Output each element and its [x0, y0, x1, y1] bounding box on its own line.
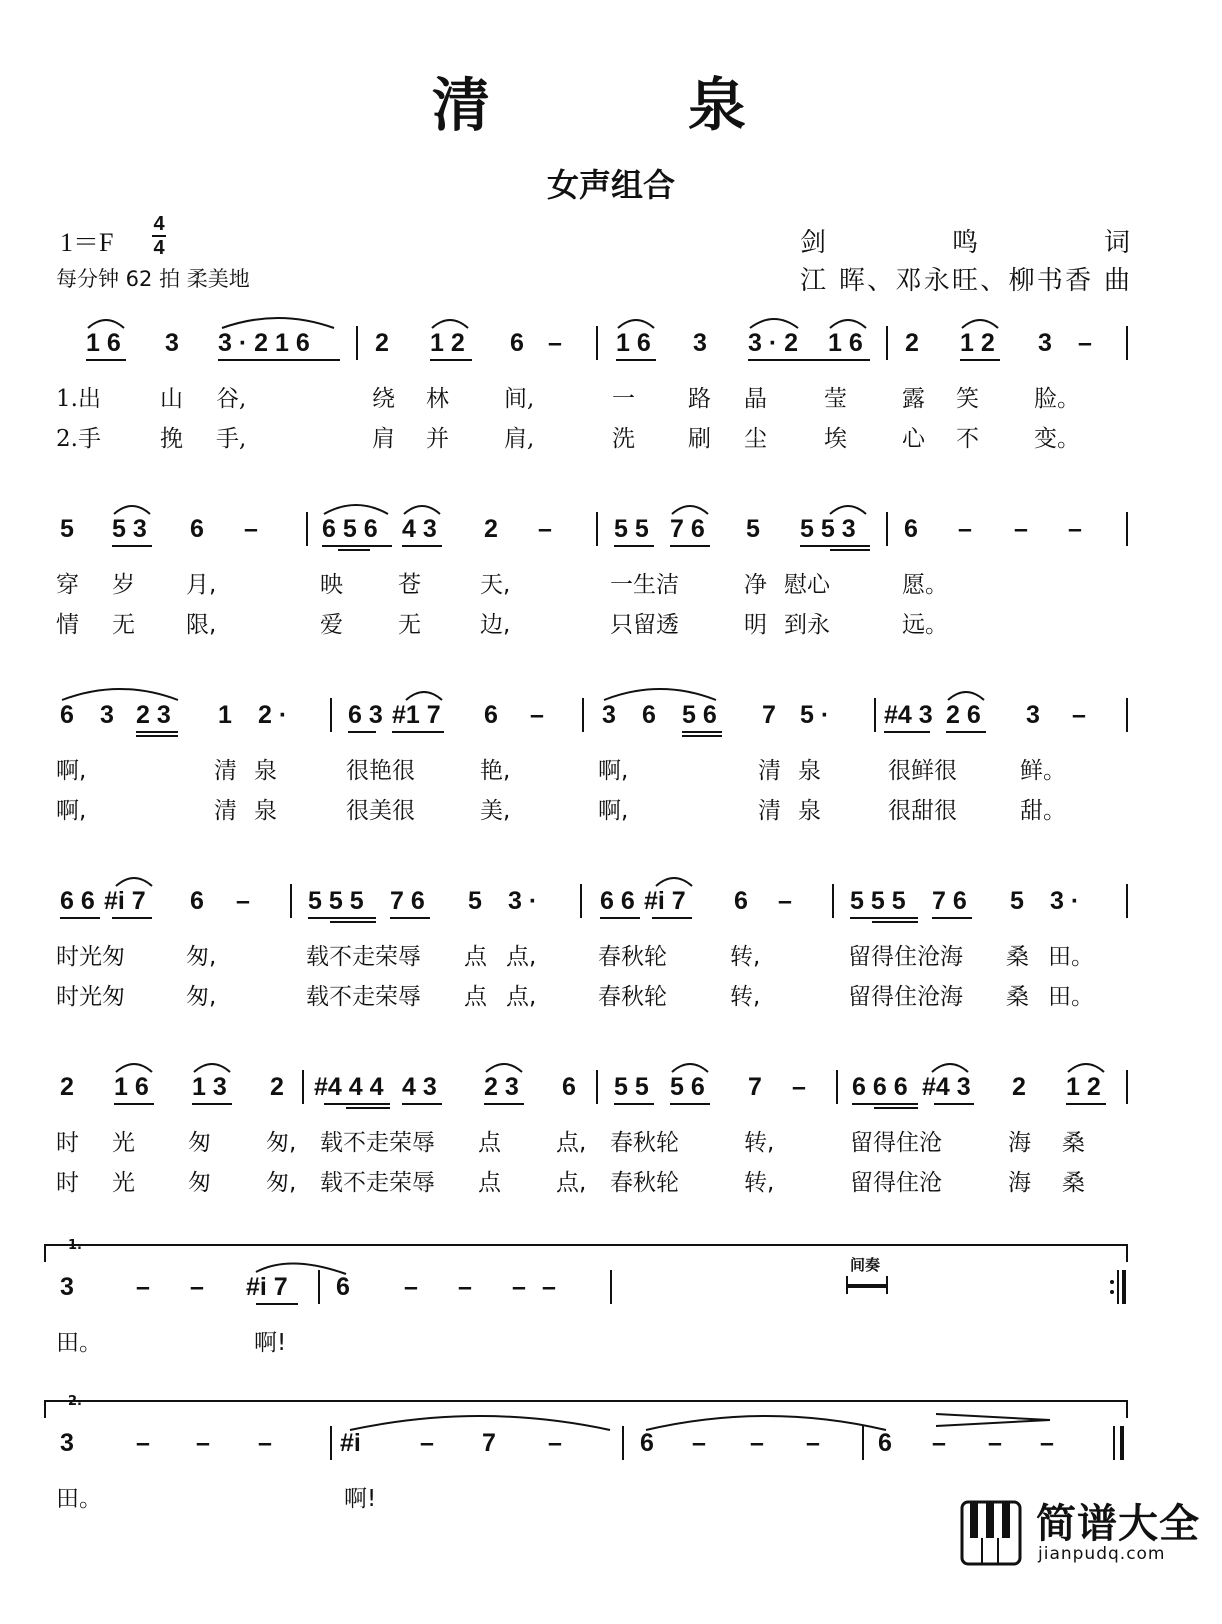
- lyric: 啊,: [56, 758, 87, 784]
- notes-row: [0, 514, 1222, 566]
- lyric: 绕: [372, 386, 395, 412]
- lyric: 啊!: [254, 1330, 287, 1356]
- lyric-verse-1: [0, 752, 1222, 786]
- lyric: 春秋轮: [610, 1130, 679, 1156]
- lyric-verse-1: [0, 566, 1222, 600]
- note: 6 5 6: [322, 515, 378, 543]
- lyric: 一生洁: [610, 572, 679, 598]
- notes-row: [0, 328, 1222, 380]
- lyric: 苍: [398, 572, 421, 598]
- lyricist-credit: 剑 鸣 词: [800, 228, 1130, 258]
- interlude-label: 间奏: [850, 1256, 881, 1274]
- lyric-verse-1: [0, 938, 1222, 972]
- lyric: 田。: [56, 1486, 102, 1512]
- note: 6: [734, 887, 748, 915]
- lyric: 点: [478, 1130, 501, 1156]
- lyric: 愿。: [902, 572, 948, 598]
- lyric: 转,: [744, 1130, 775, 1156]
- lyric: 留得住沧: [850, 1130, 942, 1156]
- composer-credit: 江 晖、邓永旺、柳书香 曲: [800, 266, 1130, 296]
- note: 1 6: [828, 329, 863, 357]
- note: 6: [562, 1073, 576, 1101]
- lyric: 一: [612, 386, 635, 412]
- note: 2: [60, 1073, 74, 1101]
- dash: –: [1078, 329, 1092, 357]
- lyric: 海: [1008, 1130, 1031, 1156]
- time-sig-bottom: 4: [153, 237, 165, 259]
- lyric: 载不走荣辱: [306, 984, 421, 1010]
- lyric: 泉: [798, 798, 821, 824]
- lyric: 只留透: [610, 612, 679, 638]
- lyric: 光: [112, 1130, 135, 1156]
- note: 5 6: [682, 701, 717, 729]
- note: #4 3: [884, 701, 933, 729]
- note: 6 6: [60, 887, 95, 915]
- note: 3: [602, 701, 616, 729]
- note: 1 6: [114, 1073, 149, 1101]
- lyric: 清: [758, 758, 781, 784]
- dash: –: [806, 1429, 820, 1457]
- lyric: 边,: [480, 612, 511, 638]
- lyric: 美,: [480, 798, 511, 824]
- lyric: 啊,: [56, 798, 87, 824]
- lyric: 很鲜很: [888, 758, 957, 784]
- dash: –: [420, 1429, 434, 1457]
- lyric: 不: [956, 426, 979, 452]
- note: 4 3: [402, 1073, 437, 1101]
- dash: –: [988, 1429, 1002, 1457]
- dash: –: [538, 515, 552, 543]
- lyric: 匆,: [186, 984, 217, 1010]
- lyric: 桑: [1006, 944, 1029, 970]
- note: 3 ·: [508, 887, 538, 915]
- lyric: 肩,: [504, 426, 535, 452]
- dash: –: [1072, 701, 1086, 729]
- note: 5 6: [670, 1073, 705, 1101]
- note: 4 3: [402, 515, 437, 543]
- notes-row: [0, 1256, 1222, 1324]
- lyric: 很甜很: [888, 798, 957, 824]
- note: 5 3: [112, 515, 147, 543]
- lyric: 洗: [612, 426, 635, 452]
- lyric: 清: [214, 798, 237, 824]
- note: 6 3: [348, 701, 383, 729]
- lyric: 1.出: [56, 386, 101, 412]
- time-sig-top: 4: [153, 213, 165, 235]
- lyric: 甜。: [1020, 798, 1066, 824]
- note: 3 ·: [1050, 887, 1080, 915]
- lyric: 莹: [824, 386, 847, 412]
- lyric: 到永: [784, 612, 830, 638]
- dash: –: [190, 1273, 204, 1301]
- note: 5 ·: [800, 701, 830, 729]
- note: 6: [904, 515, 918, 543]
- lyric: 很美很: [346, 798, 415, 824]
- lyric-verse-2: [0, 978, 1222, 1012]
- dash: –: [136, 1429, 150, 1457]
- lyric: 桑: [1062, 1130, 1085, 1156]
- lyric: 匆,: [266, 1130, 297, 1156]
- note: 5: [468, 887, 482, 915]
- note: 3: [1026, 701, 1040, 729]
- note: 5 5 5: [308, 887, 364, 915]
- note: 1 2: [430, 329, 465, 357]
- slur-marks: [0, 886, 1222, 946]
- lyric: 田。: [1048, 944, 1094, 970]
- note: #4 3: [922, 1073, 971, 1101]
- lyric: 留得住沧海: [848, 944, 963, 970]
- note: 1: [218, 701, 232, 729]
- lyric-verse-2: [0, 420, 1222, 454]
- lyric: 点,: [556, 1170, 587, 1196]
- note: 6: [484, 701, 498, 729]
- lyric: 转,: [730, 944, 761, 970]
- lyric: 岁: [112, 572, 135, 598]
- lyric: 穿: [56, 572, 79, 598]
- lyric: 月,: [186, 572, 217, 598]
- lyric: 笑: [956, 386, 979, 412]
- note: 2 6: [946, 701, 981, 729]
- note: 5: [746, 515, 760, 543]
- lyric: 脸。: [1034, 386, 1080, 412]
- dash: –: [404, 1273, 418, 1301]
- dash: –: [1014, 515, 1028, 543]
- dash: –: [932, 1429, 946, 1457]
- note: 1 3: [192, 1073, 227, 1101]
- lyric: 清: [758, 798, 781, 824]
- subtitle: 女声组合: [546, 166, 675, 204]
- watermark-name: 简谱大全: [1036, 1501, 1200, 1547]
- lyric: 春秋轮: [598, 984, 667, 1010]
- lyric: 间,: [504, 386, 535, 412]
- dash: –: [958, 515, 972, 543]
- note: 5: [1010, 887, 1024, 915]
- lyric: 晶: [744, 386, 767, 412]
- note: 7 6: [670, 515, 705, 543]
- note: 2: [905, 329, 919, 357]
- dash: –: [236, 887, 250, 915]
- notes-row: [0, 1428, 1222, 1480]
- dash: –: [548, 329, 562, 357]
- lyric: 很艳很: [346, 758, 415, 784]
- lyric: 鲜。: [1020, 758, 1066, 784]
- lyric: 2.手: [56, 426, 101, 452]
- watermark-logo: [956, 1494, 1206, 1574]
- dash: –: [136, 1273, 150, 1301]
- notes-row: [0, 1072, 1222, 1124]
- note: #i 7: [246, 1273, 288, 1301]
- note: 6: [190, 515, 204, 543]
- lyric: 点,: [506, 984, 537, 1010]
- lyric: 匆,: [186, 944, 217, 970]
- title-char-1: 清: [432, 71, 491, 139]
- lyric: 匆: [188, 1130, 211, 1156]
- lyric: 心: [902, 426, 925, 452]
- note: 1 2: [1066, 1073, 1101, 1101]
- note: 2 3: [484, 1073, 519, 1101]
- lyric: 肩: [372, 426, 395, 452]
- lyric-verse-1: [0, 1124, 1222, 1158]
- lyric: 啊,: [598, 798, 629, 824]
- note: 2: [1012, 1073, 1026, 1101]
- lyric: 时光匆: [56, 984, 125, 1010]
- key-signature: 1＝F: [60, 228, 114, 257]
- note: 5 5: [614, 1073, 649, 1101]
- lyric: 啊!: [344, 1486, 377, 1512]
- lyric: 田。: [1048, 984, 1094, 1010]
- slur-marks: [0, 1272, 1222, 1332]
- note: 5 5: [614, 515, 649, 543]
- note: 3: [693, 329, 707, 357]
- note: 3: [60, 1273, 74, 1301]
- note: 6: [878, 1429, 892, 1457]
- piano-keys-icon: [956, 1498, 1026, 1568]
- lyric: 点,: [556, 1130, 587, 1156]
- lyric: 点: [478, 1170, 501, 1196]
- lyric-verse-2: [0, 606, 1222, 640]
- lyric: 山: [160, 386, 183, 412]
- note: #4 4 4: [314, 1073, 384, 1101]
- note: 2: [270, 1073, 284, 1101]
- lyric: 泉: [254, 798, 277, 824]
- note: 7 6: [390, 887, 425, 915]
- lyric: 泉: [254, 758, 277, 784]
- lyric: 桑: [1062, 1170, 1085, 1196]
- dash: –: [750, 1429, 764, 1457]
- lyric: 变。: [1034, 426, 1080, 452]
- note: 2 3: [136, 701, 171, 729]
- lyric: 艳,: [480, 758, 511, 784]
- lyric: 限,: [186, 612, 217, 638]
- note: 7: [482, 1429, 496, 1457]
- lyric: 匆,: [266, 1170, 297, 1196]
- note: 5 5 3: [800, 515, 856, 543]
- dash: –: [512, 1273, 526, 1301]
- lyric: 点,: [506, 944, 537, 970]
- lyric: 手,: [216, 426, 247, 452]
- note: 1 2: [960, 329, 995, 357]
- note: 3: [165, 329, 179, 357]
- dash: –: [548, 1429, 562, 1457]
- lyric: 匆: [188, 1170, 211, 1196]
- lyric: 泉: [798, 758, 821, 784]
- lyric: 田。: [56, 1330, 102, 1356]
- note: 3 · 2 1 6: [218, 329, 310, 357]
- dash: –: [542, 1273, 556, 1301]
- slur-marks: [0, 328, 1222, 388]
- volta-bracket-1: [44, 1244, 1128, 1262]
- slur-marks: [0, 1428, 1222, 1488]
- lyric: 啊,: [598, 758, 629, 784]
- lyric: 时: [56, 1130, 79, 1156]
- dash: –: [196, 1429, 210, 1457]
- note: 3: [100, 701, 114, 729]
- note: 6: [60, 701, 74, 729]
- dash: –: [458, 1273, 472, 1301]
- lyric: 明: [744, 612, 767, 638]
- dash: –: [792, 1073, 806, 1101]
- lyric: 并: [426, 426, 449, 452]
- note: #i 7: [104, 887, 146, 915]
- lyric: 载不走荣辱: [306, 944, 421, 970]
- lyric: 天,: [480, 572, 511, 598]
- note: 1 6: [86, 329, 121, 357]
- lyric: 海: [1008, 1170, 1031, 1196]
- lyric: 露: [902, 386, 925, 412]
- notes-row: [0, 886, 1222, 938]
- note: 6: [510, 329, 524, 357]
- watermark-url: jianpudq.com: [1038, 1544, 1166, 1564]
- slur-marks: [0, 700, 1222, 760]
- dash: –: [244, 515, 258, 543]
- notes-row: [0, 700, 1222, 752]
- lyric: 无: [112, 612, 135, 638]
- note: 3: [60, 1429, 74, 1457]
- lyric: 转,: [744, 1170, 775, 1196]
- title-char-2: 泉: [688, 71, 747, 139]
- dash: –: [530, 701, 544, 729]
- lyric: 远。: [902, 612, 948, 638]
- note: 6: [640, 1429, 654, 1457]
- lyric: 尘: [744, 426, 767, 452]
- note: 6: [190, 887, 204, 915]
- lyric-verse-1: [0, 380, 1222, 414]
- note: 2 ·: [258, 701, 288, 729]
- dash: –: [778, 887, 792, 915]
- note: 3 · 2: [748, 329, 799, 357]
- note: 7: [748, 1073, 762, 1101]
- lyric-line: [0, 1324, 1222, 1358]
- lyric: 留得住沧海: [848, 984, 963, 1010]
- lyric: 留得住沧: [850, 1170, 942, 1196]
- lyric: 谷,: [216, 386, 247, 412]
- slur-marks: [0, 514, 1222, 574]
- note: 6 6 6: [852, 1073, 908, 1101]
- note: #i 7: [644, 887, 686, 915]
- lyric: 载不走荣辱: [320, 1170, 435, 1196]
- lyric: 时光匆: [56, 944, 125, 970]
- note: 6: [336, 1273, 350, 1301]
- lyric: 情: [56, 612, 79, 638]
- lyric: 无: [398, 612, 421, 638]
- note: 1 6: [616, 329, 651, 357]
- lyric-verse-2: [0, 792, 1222, 826]
- lyric: 点: [464, 944, 487, 970]
- lyric: 桑: [1006, 984, 1029, 1010]
- lyric: 点: [464, 984, 487, 1010]
- lyric: 刷: [688, 426, 711, 452]
- volta-label-2: 2.: [68, 1394, 82, 1409]
- lyric: 林: [426, 386, 449, 412]
- note: #i: [340, 1429, 361, 1457]
- slur-marks: [0, 1072, 1222, 1132]
- note: 3: [1038, 329, 1052, 357]
- dash: –: [1040, 1429, 1054, 1457]
- dash: –: [258, 1429, 272, 1457]
- lyric: 时: [56, 1170, 79, 1196]
- note: 6: [642, 701, 656, 729]
- lyric: 春秋轮: [610, 1170, 679, 1196]
- lyric: 路: [688, 386, 711, 412]
- tempo-marking: 每分钟 62 拍 柔美地: [56, 267, 250, 291]
- dash: –: [1068, 515, 1082, 543]
- lyric: 载不走荣辱: [320, 1130, 435, 1156]
- lyric-verse-2: [0, 1164, 1222, 1198]
- lyric: 埃: [824, 426, 847, 452]
- lyric: 爱: [320, 612, 343, 638]
- lyric: 净: [744, 572, 767, 598]
- dash: –: [692, 1429, 706, 1457]
- note: #1 7: [392, 701, 441, 729]
- lyric: 挽: [160, 426, 183, 452]
- note: 7: [762, 701, 776, 729]
- volta-label-1: 1.: [68, 1238, 82, 1253]
- lyric: 转,: [730, 984, 761, 1010]
- note: 2: [484, 515, 498, 543]
- lyric: 映: [320, 572, 343, 598]
- lyric: 清: [214, 758, 237, 784]
- note: 2: [375, 329, 389, 357]
- lyric: 慰心: [784, 572, 830, 598]
- time-signature: [152, 214, 166, 258]
- note: 5 5 5: [850, 887, 906, 915]
- lyric: 光: [112, 1170, 135, 1196]
- note: 7 6: [932, 887, 967, 915]
- note: 5: [60, 515, 74, 543]
- note: 6 6: [600, 887, 635, 915]
- lyric: 春秋轮: [598, 944, 667, 970]
